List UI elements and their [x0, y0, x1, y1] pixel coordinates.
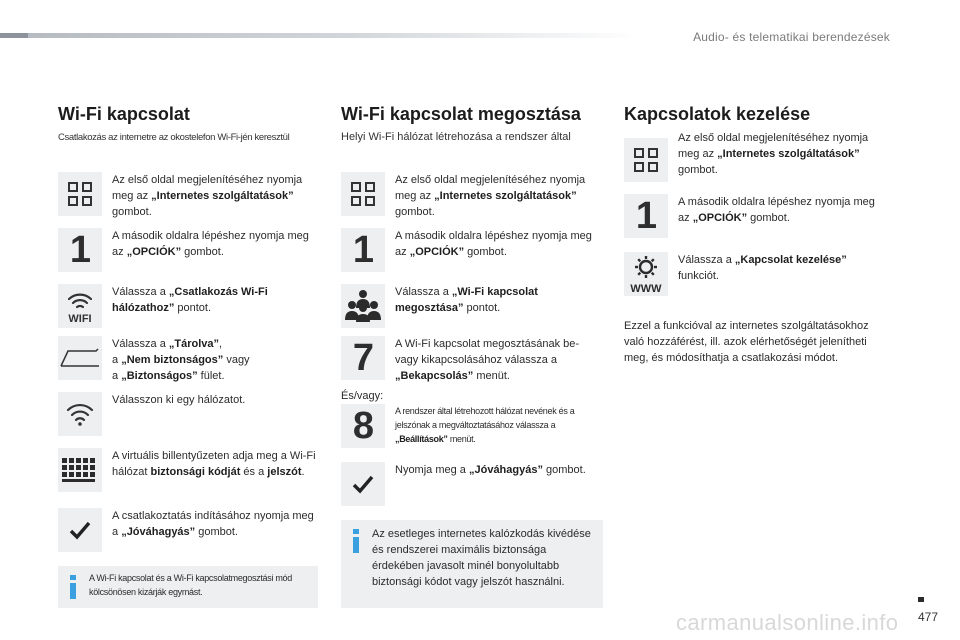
- col2-info-box: [341, 520, 603, 608]
- col2-step-4: [341, 336, 603, 384]
- col1-step-6: [58, 448, 318, 492]
- number-seven-icon: 7: [341, 336, 385, 380]
- wifi-signal-icon: [58, 392, 102, 436]
- col2-step-3-text: Válassza a „Wi-Fi kapcsolat megosztása” pontot.: [395, 286, 538, 314]
- col1-step-6-text: A virtuális billentyűzeten adja meg a Wi-Fi hálózat biztonsági kódját és a jelszót.: [112, 450, 316, 478]
- col3-step-3: [624, 252, 886, 296]
- people-group-icon: [341, 284, 385, 328]
- grid-menu-icon: [624, 138, 668, 182]
- col1-title: Wi-Fi kapcsolat: [58, 104, 190, 124]
- col1-step-7: [58, 508, 318, 552]
- watermark-text: carmanualsonline.info: [676, 610, 899, 635]
- col1-step-3-text: Válassza a „Csatlakozás Wi-Fi hálózathoz” pontot.: [112, 286, 268, 314]
- col2-step-2: [341, 228, 603, 272]
- col2-step-6: [341, 462, 603, 506]
- col3-note: Ezzel a funkcióval az internetes szolgáltatásokhoz való hozzáférést, ill. azok elérhetőségét jelenítheti meg, és módosíthatja a csatlakozási módot.: [624, 320, 869, 364]
- info-icon: [350, 529, 362, 553]
- col3-step-2-text: A második oldalra lépéshez nyomja meg az „OPCIÓK” gombot.: [678, 196, 875, 224]
- section-title: Audio- és telematikai berendezések: [693, 30, 890, 44]
- header-stripe: [0, 33, 640, 38]
- col1-step-5: [58, 392, 318, 436]
- col1-step-7-text: A csatlakoztatás indításához nyomja meg a „Jóváhagyás” gombot.: [112, 510, 314, 538]
- col2-subtitle: Helyi Wi-Fi hálózat létrehozása a rendszer által: [341, 131, 571, 143]
- svg-text:WWW: WWW: [630, 283, 662, 294]
- col2-title: Wi-Fi kapcsolat megosztása: [341, 104, 581, 124]
- col1-step-4: [58, 336, 318, 384]
- col2-step-4-text: A Wi-Fi kapcsolat megosztásának be- vagy kikapcsolásához válassza a „Bekapcsolás” menüt.: [395, 338, 580, 382]
- col3-title: Kapcsolatok kezelése: [624, 104, 811, 124]
- grid-menu-icon: [58, 172, 102, 216]
- grid-menu-icon: [341, 172, 385, 216]
- col1-step-1-text: Az első oldal megjelenítéséhez nyomja meg az „Internetes szolgáltatások” gombot.: [112, 174, 303, 218]
- number-eight-icon: 8: [341, 404, 385, 448]
- number-one-icon: 1: [341, 228, 385, 272]
- col1-step-4-text: Válassza a „Tárolva”, a „Nem biztonságos” vagy a „Biztonságos” fület.: [112, 338, 250, 382]
- col2-step-1: [341, 172, 603, 220]
- col1-step-5-text: Válasszon ki egy hálózatot.: [112, 394, 246, 406]
- info-icon: [67, 575, 79, 599]
- checkmark-icon: [341, 462, 385, 506]
- col1-info-text: A Wi-Fi kapcsolat és a Wi-Fi kapcsolatmegosztási mód kölcsönösen kizárják egymást.: [89, 573, 292, 597]
- col1-step-2-text: A második oldalra lépéshez nyomja meg az „OPCIÓK” gombot.: [112, 230, 309, 258]
- col1-step-3: [58, 284, 318, 328]
- checkmark-icon: [58, 508, 102, 552]
- col2-step-6-text: Nyomja meg a „Jóváhagyás” gombot.: [395, 464, 586, 476]
- col2-step-1-text: Az első oldal megjelenítéséhez nyomja meg az „Internetes szolgáltatások” gombot.: [395, 174, 586, 218]
- col2-step-3: [341, 284, 603, 328]
- number-one-icon: 1: [58, 228, 102, 272]
- col2-step-5: [341, 404, 603, 448]
- col2-step-2-text: A második oldalra lépéshez nyomja meg az „OPCIÓK” gombot.: [395, 230, 592, 258]
- col3-step-3-text: Válassza a „Kapcsolat kezelése” funkciót.: [678, 254, 847, 282]
- col2-info-text: Az esetleges internetes kalózkodás kivédése és rendszerei maximális biztonsága érdekében javasolt minél bonyolultabb biztonsági kódot vagy jelszót használni.: [372, 528, 591, 588]
- or-label: És/vagy:: [341, 390, 384, 402]
- col2-step-5-text: A rendszer által létrehozott hálózat nevének és a jelszónak a megváltoztatásához válassza a „Beállítások” menüt.: [395, 406, 575, 444]
- header-accent: [0, 33, 28, 38]
- wifi-text-icon: [58, 284, 102, 328]
- col1-step-1: [58, 172, 318, 220]
- col1-step-2: [58, 228, 318, 272]
- col1-info-box: [58, 566, 318, 608]
- col3-step-1-text: Az első oldal megjelenítéséhez nyomja meg az „Internetes szolgáltatások” gombot.: [678, 132, 869, 176]
- page-number: 477: [917, 610, 938, 624]
- col3-step-2: [624, 194, 886, 238]
- gear-www-icon: [624, 252, 668, 296]
- col1-subtitle: Csatlakozás az internetre az okostelefon Wi-Fi-jén keresztül: [58, 132, 290, 143]
- keyboard-icon: [58, 448, 102, 492]
- tab-folder-icon: [58, 336, 102, 380]
- page-marker: [918, 597, 924, 602]
- number-one-icon: 1: [624, 194, 668, 238]
- svg-text:WIFI: WIFI: [68, 313, 92, 325]
- col3-step-1: [624, 130, 886, 182]
